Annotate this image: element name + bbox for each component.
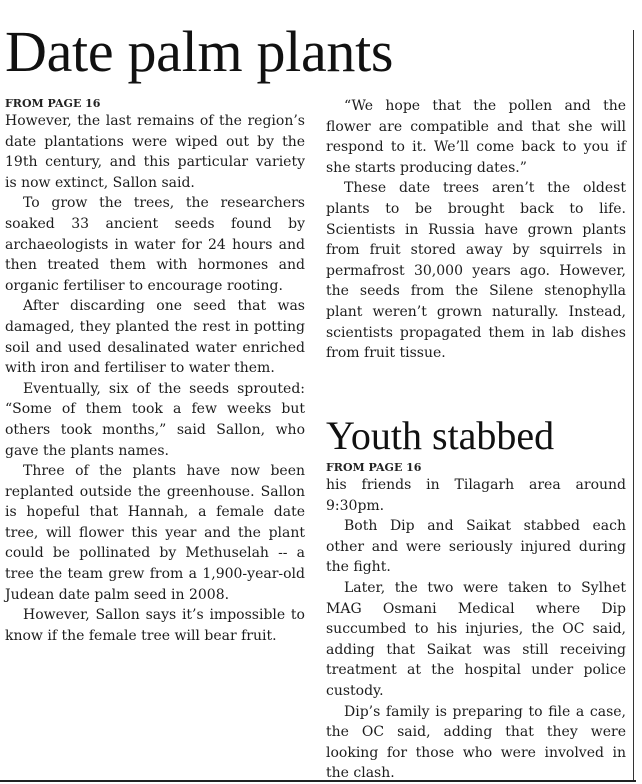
article-paragraph: After discarding one seed that was damaged, they planted the rest in potting soil and used desalinated water enriched with iron and fertiliser to water them. <box>5 298 305 377</box>
article-date-palm-left-column <box>5 97 305 646</box>
article-paragraph: However, the last remains of the region’s date plantations were wiped out by the 19th century, and this particular variety is now extinct, Sallon said. <box>5 113 305 191</box>
article-headline-date-palm: Date palm plants <box>5 19 394 84</box>
article-paragraph: However, Sallon says it’s impossible to know if the female tree will bear fruit. <box>5 607 305 644</box>
article-youth-stabbed-column <box>326 461 626 784</box>
continued-from-label: FROM PAGE 16 <box>326 461 422 474</box>
article-paragraph: Both Dip and Saikat stabbed each other and were seriously injured during the fight. <box>326 518 626 576</box>
article-paragraph: To grow the trees, the researchers soaked 33 ancient seeds found by archaeologists in water for 24 hours and then treated them with hormones and organic fertiliser to encourage rooting. <box>5 195 305 294</box>
article-paragraph: Dip’s family is preparing to file a case, the OC said, adding that they were looking for those who were involved in the clash. <box>326 703 626 782</box>
article-paragraph: his friends in Tilagarh area around 9:30pm. <box>326 477 626 514</box>
article-paragraph: Eventually, six of the seeds sprouted: “Some of them took a few weeks but others took months,” said Sallon, who gave the plants names. <box>5 380 305 459</box>
article-paragraph: Three of the plants have now been replanted outside the greenhouse. Sallon is hopeful that Hannah, a female date tree, will flower this year and the plant could be pollinated by Methuselah -- a tree the team grew from a 1,900-year-old Judean date palm seed in 2008. <box>5 463 305 603</box>
continued-from-label: FROM PAGE 16 <box>5 97 101 110</box>
article-headline-youth-stabbed: Youth stabbed <box>326 413 555 458</box>
article-paragraph: These date trees aren’t the oldest plants to be brought back to life. Scientists in Russia have grown plants from fruit stored away by squirrels in permafrost 30,000 years ago. However, the seeds from the Silene stenophylla plant weren’t grown naturally. Instead, scientists propagated them in lab dishes from fruit tissue. <box>326 180 626 362</box>
article-paragraph: “We hope that the pollen and the flower are compatible and that she will respond to it. We’ll come back to you if she starts producing dates.” <box>326 98 626 176</box>
article-paragraph: Later, the two were taken to Sylhet MAG Osmani Medical where Dip succumbed to his injuries, the OC said, adding that Saikat was still receiving treatment at the hospital under police custody. <box>326 579 626 699</box>
column-rule-right <box>633 30 634 782</box>
article-date-palm-right-column <box>326 96 626 364</box>
